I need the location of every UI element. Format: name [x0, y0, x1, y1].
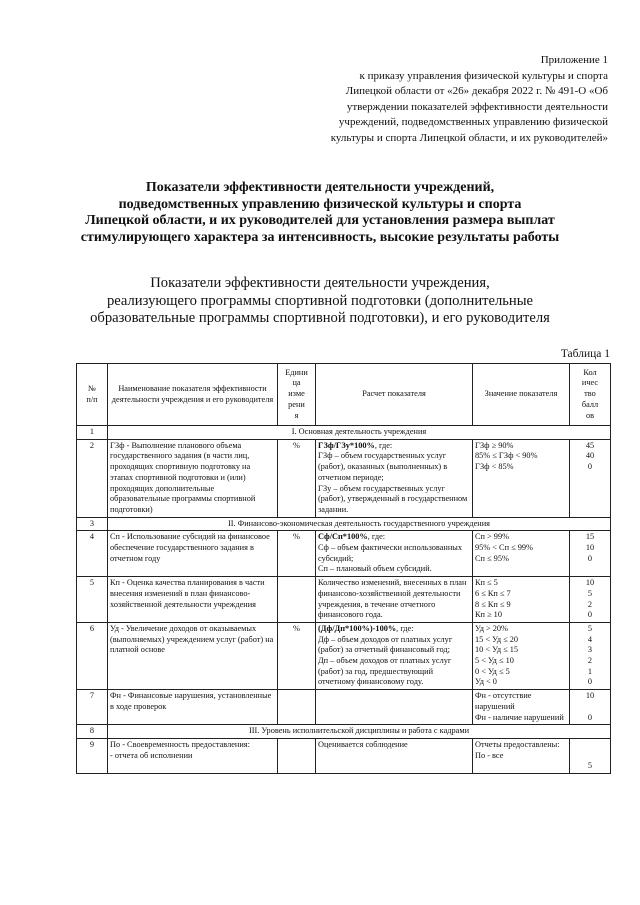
row-num: 8: [77, 725, 108, 739]
appendix-header: [278, 53, 608, 147]
document-subtitle: [0, 275, 640, 328]
header-num: № п/п: [77, 364, 108, 426]
section-title: I. Основная деятельность учреждения: [108, 426, 611, 440]
calc-cell: Оценивается соблюдение: [316, 738, 473, 773]
row-num: 2: [77, 439, 108, 517]
value-cell: Кп ≤ 5 6 ≤ Кп ≤ 7 8 ≤ Кп ≤ 9 Кп ≥ 10: [473, 577, 570, 623]
calc-formula: (Дф/Дп*100%)-100%: [318, 623, 397, 633]
row-num: 4: [77, 531, 108, 577]
value-cell: ГЗф ≥ 90% 85% ≤ ГЗф < 90% ГЗф < 85%: [473, 439, 570, 517]
header-score: Кол ичес тво балл ов: [570, 364, 611, 426]
calc-cell: [316, 531, 473, 577]
calc-description: , где: ГЗф – объем государственных услуг (работ), оказанных (выполненных) в отчетном периоде; ГЗу – объем государственных услуг (работ), утвержденный в государственном задании.: [318, 440, 468, 514]
table-row: [77, 738, 611, 773]
calc-cell: [316, 622, 473, 689]
value-cell: Уд > 20% 15 < Уд ≤ 20 10 < Уд ≤ 15 5 < Уд ≤ 10 0 < Уд ≤ 5 Уд < 0: [473, 622, 570, 689]
indicator-name: Фн - Финансовые нарушения, установленные в ходе проверок: [108, 690, 278, 725]
unit-cell: [278, 690, 316, 725]
calc-description: , где: Сф – объем фактически использованных субсидий; Сп – плановый объем субсидий.: [318, 532, 463, 574]
row-num: 9: [77, 738, 108, 773]
score-cell: 5: [570, 738, 611, 773]
calc-description: , где: Дф – объем доходов от платных услуг (работ) за отчетный финансовый год; Дп – объем доходов от платных услуг (работ) за год, предшествующий отчетному финансовому году.: [318, 623, 453, 687]
calc-formula: Сф/Сп*100%: [318, 532, 368, 542]
indicator-name: Сп - Использование субсидий на финансовое обеспечение государственного задания в отчетном году: [108, 531, 278, 577]
header-value: Значение показателя: [473, 364, 570, 426]
indicator-name: ГЗф - Выполнение планового объема государственного задания (в части лиц, проходящих спортивную подготовку на этапах спортивной подготовки и (или) проходящих дополнительные образовательные программы спортивной подготовки): [108, 439, 278, 517]
section-row: [77, 725, 611, 739]
score-cell: 15 10 0: [570, 531, 611, 577]
appendix-line: Приложение 1: [540, 54, 608, 66]
score-cell: 10 5 2 0: [570, 577, 611, 623]
appendix-line: учреждений, подведомственных управлению физической: [338, 116, 608, 129]
appendix-line: к приказу управления физической культуры и спорта: [359, 69, 608, 82]
unit-cell: %: [278, 439, 316, 517]
value-cell: Отчеты предоставлены: По - все: [473, 738, 570, 773]
calc-cell: Количество изменений, внесенных в план финансово-хозяйственной деятельности учреждения, в течение отчетного финансового года.: [316, 577, 473, 623]
calc-cell: [316, 439, 473, 517]
header-name: Наименование показателя эффективности деятельности учреждения и его руководителя: [108, 364, 278, 426]
table-row: [77, 439, 611, 517]
table-row: [77, 690, 611, 725]
row-num: 6: [77, 622, 108, 689]
indicator-name: Кп - Оценка качества планирования в части внесения изменений в план финансово-хозяйственной деятельности учреждения: [108, 577, 278, 623]
section-title: III. Уровень исполнительской дисциплины и работа с кадрами: [108, 725, 611, 739]
row-num: 5: [77, 577, 108, 623]
section-row: [77, 426, 611, 440]
header-calc: Расчет показателя: [316, 364, 473, 426]
indicator-name: Уд - Увеличение доходов от оказываемых (выполняемых) учреждением услуг (работ) на платной основе: [108, 622, 278, 689]
subtitle-line: реализующего программы спортивной подготовки (дополнительные: [106, 292, 534, 309]
section-title: II. Финансово-экономическая деятельность государственного учреждения: [108, 517, 611, 531]
indicators-table: [76, 363, 611, 774]
unit-cell: %: [278, 622, 316, 689]
row-num: 1: [77, 426, 108, 440]
score-cell: 45 40 0: [570, 439, 611, 517]
title-line: Показатели эффективности деятельности учреждений,: [145, 180, 495, 195]
appendix-line: культуры и спорта Липецкой области, и их руководителей»: [330, 131, 608, 144]
calc-formula: ГЗф/ГЗу*100%: [318, 440, 375, 450]
header-unit: Едини ца изме рени я: [278, 364, 316, 426]
score-cell: 10 0: [570, 690, 611, 725]
appendix-line: утверждении показателей эффективности деятельности: [346, 100, 608, 113]
unit-cell: [278, 577, 316, 623]
table-row: [77, 577, 611, 623]
unit-cell: %: [278, 531, 316, 577]
title-line: Липецкой области, и их руководителей для установления размера выплат: [85, 213, 555, 228]
value-cell: Фн - отсутствие нарушений Фн - наличие нарушений: [473, 690, 570, 725]
title-line: подведомственных управлению физической культуры и спорта: [118, 196, 522, 212]
document-title: [0, 180, 640, 246]
appendix-line: Липецкой области от «26» декабря 2022 г. № 491-О «Об: [345, 85, 608, 98]
row-num: 3: [77, 517, 108, 531]
calc-cell: [316, 690, 473, 725]
table-label: Таблица 1: [560, 348, 610, 360]
score-cell: 5 4 3 2 1 0: [570, 622, 611, 689]
subtitle-line: образовательные программы спортивной подготовки), и его руководителя: [90, 310, 550, 326]
value-cell: Сп > 99% 95% < Сп ≤ 99% Сп ≤ 95%: [473, 531, 570, 577]
indicator-name: По - Своевременность предоставления: - отчета об исполнении: [108, 738, 278, 773]
title-line: стимулирующего характера за интенсивность, высокие результаты работы: [80, 229, 560, 245]
unit-cell: [278, 738, 316, 773]
section-row: [77, 517, 611, 531]
subtitle-line: Показатели эффективности деятельности учреждения,: [150, 275, 490, 291]
row-num: 7: [77, 690, 108, 725]
table-header-row: [77, 364, 611, 426]
table-row: [77, 622, 611, 689]
table-row: [77, 531, 611, 577]
